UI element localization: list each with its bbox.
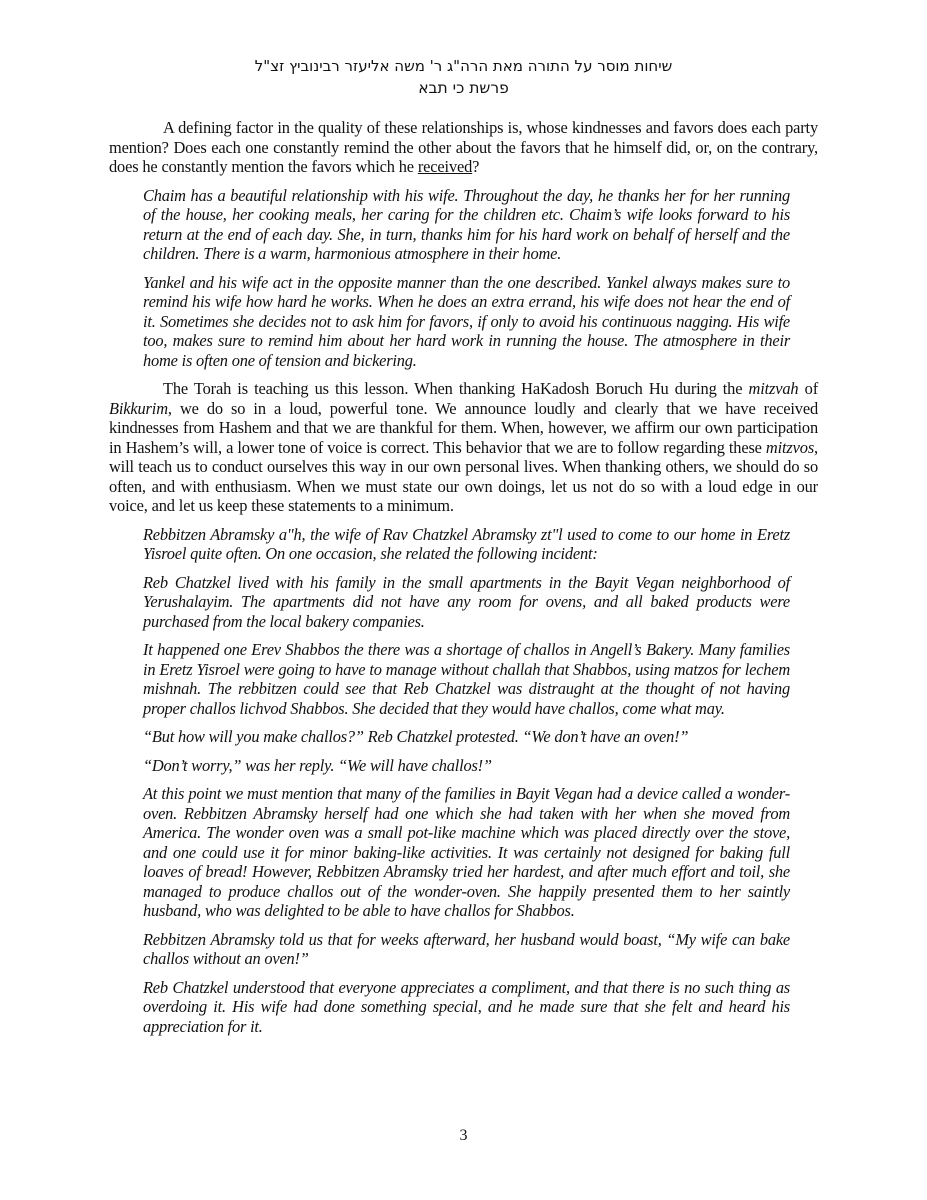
italic-term: mitzvos <box>765 437 815 457</box>
quote-wonder-oven: At this point we must mention that many of the families in Bayit Vegan had a device called a wonder-oven. Rebbitzen Abramsky herself had one which she had taken with her when she moved from America. The wonder oven was a small pot-like machine which was placed directly over the stove, and one could use it for minor baking-like activities. It was certainly not designed for baking full loaves of bread! However, Rebbitzen Abramsky tried her hardest, and after much effort and toil, she managed to produce challos out of the wonder-oven. She happily presented them to her saintly husband, who was delighted to be able to have challos for Shabbos. <box>143 784 790 920</box>
quote-chaim: Chaim has a beautiful relationship with his wife. Throughout the day, he thanks her for her running of the house, her cooking meals, her caring for the children etc. Chaim’s wife looks forward to his return at the end of each day. She, in turn, thanks him for his hard work on behalf of herself and the children. There is a warm, harmonious atmosphere in their home. <box>143 185 790 263</box>
italic-term: mitzvah <box>748 379 799 398</box>
text-run: , will teach us to conduct ourselves this way in our own personal lives. When thanking others, we should do so often, and with enthusiasm. When we must state our own doings, let us not do so with a loud edge in our voice, and let us keep these statements to a minimum. <box>109 437 818 515</box>
text-run: A defining factor in the quality of these relationships is, whose kindnesses and favors does each party mention? Does each one constantly remind the other about the favors that he himself did, or, on the contrary, does he constantly mention the favors which he <box>109 118 818 176</box>
quote-boast: Rebbitzen Abramsky told us that for weeks afterward, her husband would boast, “My wife can bake challos without an oven!” <box>143 929 790 968</box>
header-series-title: שיחות מוסר על התורה מאת הרה"ג ר' משה אליעזר רבינוביץ זצ"ל <box>254 57 673 75</box>
paragraph-torah-lesson <box>109 379 818 516</box>
quote-conclusion: Reb Chatzkel understood that everyone appreciates a compliment, and that there is no such thing as overdoing it. His wife had done something special, and he made sure that she felt and heard his appreciation for it. <box>143 977 790 1036</box>
quote-reply: “Don’t worry,” was her reply. “We will have challos!” <box>143 755 492 775</box>
quote-challos-shortage: It happened one Erev Shabbos the there was a shortage of challos in Angell’s Bakery. Many families in Eretz Yisroel were going to have to manage without challah that Shabbos, using matzos for lechem mishnah. The rebbitzen could see that Reb Chatzkel was distraught at the thought of not having proper challos lichvod Shabbos. She decided that they would have challos, come what may. <box>143 640 790 718</box>
page-header <box>0 56 927 99</box>
header-parsha-title: פרשת כי תבא <box>418 79 509 97</box>
quote-rebbitzen-intro: Rebbitzen Abramsky a"h, the wife of Rav Chatzkel Abramsky zt"l used to come to our home in Eretz Yisroel quite often. On one occasion, she related the following incident: <box>143 524 790 563</box>
text-run: , we do so in a loud, powerful tone. We announce loudly and clearly that we have received kindnesses from Hashem and that we are thankful for them. When, however, we affirm our own participation in Hashem’s will, a lower tone of voice is correct. This behavior that we are to follow regarding these <box>109 398 818 457</box>
underlined-word: received <box>417 157 473 176</box>
quote-protest: “But how will you make challos?” Reb Chatzkel protested. “We don’t have an oven!” <box>143 727 689 746</box>
quote-bayit-vegan: Reb Chatzkel lived with his family in the small apartments in the Bayit Vegan neighborhood of Yerushalayim. The apartments did not have any room for ovens, and all baked products were purchased from the local bakery companies. <box>143 572 790 631</box>
text-run: of <box>798 379 819 398</box>
paragraph-intro <box>109 118 818 177</box>
italic-term: Bikkurim <box>109 398 168 418</box>
text-run: The Torah is teaching us this lesson. When thanking HaKadosh Boruch Hu during the <box>163 379 749 398</box>
document-body <box>109 118 818 1036</box>
page-number: 3 <box>459 1127 468 1144</box>
quote-yankel: Yankel and his wife act in the opposite manner than the one described. Yankel always makes sure to remind his wife how hard he works. When he does an extra errand, his wife does not hear the end of it. Sometimes she decides not to ask him for favors, if only to avoid his continuous nagging. His wife too, makes sure to remind him about her hard work in running the house. The atmosphere in their home is often one of tension and bickering. <box>143 272 790 370</box>
text-run: ? <box>472 157 480 176</box>
